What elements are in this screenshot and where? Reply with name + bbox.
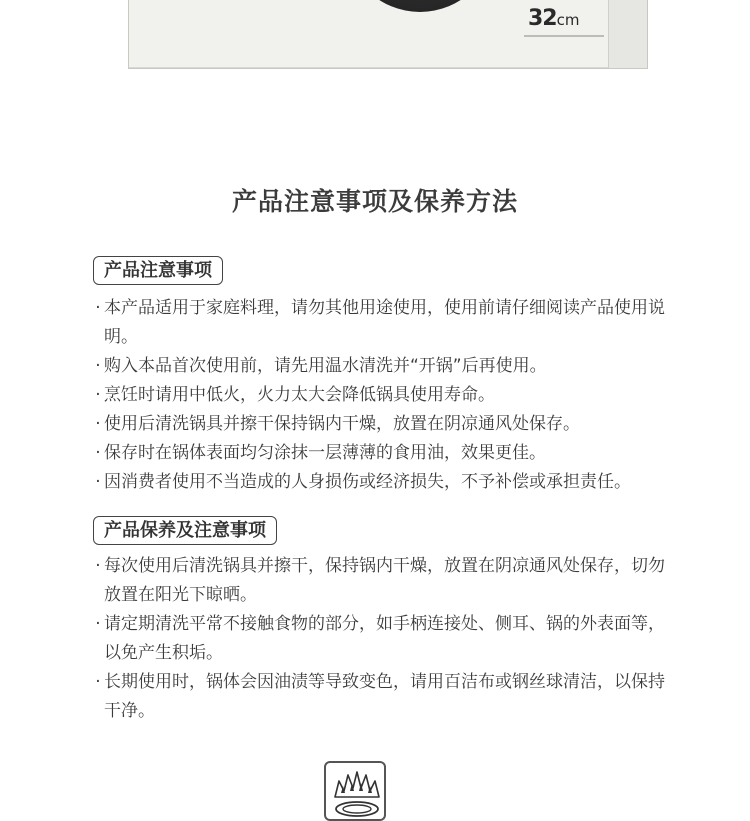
precautions-list xyxy=(93,294,673,497)
bullet-dot: · xyxy=(95,443,101,463)
list-item xyxy=(93,552,673,610)
section-label-precautions: 产品注意事项 xyxy=(93,256,223,285)
list-item-text: 烹饪时请用中低火，火力太大会降低锅具使用寿命。 xyxy=(104,385,495,405)
maintenance-list xyxy=(93,552,673,726)
bullet-dot: · xyxy=(95,472,101,492)
list-item-text: 请定期清洗平常不接触食物的部分，如手柄连接处、侧耳、锅的外表面等，以免产生积垢。 xyxy=(104,614,665,663)
wok-bottom-image xyxy=(345,0,495,12)
bullet-dot: · xyxy=(95,385,101,405)
list-item-text: 因消费者使用不当造成的人身损伤或经济损失，不予补偿或承担责任。 xyxy=(104,472,631,492)
list-item-text: 购入本品首次使用前，请先用温水清洗并“开锅”后再使用。 xyxy=(104,356,547,376)
bullet-dot: · xyxy=(95,672,101,692)
bullet-dot: · xyxy=(95,356,101,376)
list-item xyxy=(93,294,673,352)
size-number: 32 xyxy=(528,6,557,31)
flame-icon xyxy=(324,761,386,821)
section-label-maintenance: 产品保养及注意事项 xyxy=(93,516,277,545)
list-item xyxy=(93,668,673,726)
size-label xyxy=(528,8,579,30)
list-item xyxy=(93,468,673,497)
bullet-dot: · xyxy=(95,298,101,318)
product-box-image xyxy=(128,0,648,69)
box-side-panel xyxy=(608,0,647,68)
bullet-dot: · xyxy=(95,556,101,576)
list-item xyxy=(93,439,673,468)
bullet-dot: · xyxy=(95,614,101,634)
list-item-text: 使用后清洗锅具并擦干保持锅内干燥，放置在阴凉通风处保存。 xyxy=(104,414,580,434)
list-item xyxy=(93,352,673,381)
list-item xyxy=(93,610,673,668)
list-item-text: 保存时在锅体表面均匀涂抹一层薄薄的食用油，效果更佳。 xyxy=(104,443,546,463)
list-item-text: 每次使用后清洗锅具并擦干，保持锅内干燥，放置在阴凉通风处保存，切勿放置在阳光下晾晒。 xyxy=(104,556,665,605)
list-item-text: 本产品适用于家庭料理，请勿其他用途使用，使用前请仔细阅读产品使用说明。 xyxy=(104,298,665,347)
bullet-dot: · xyxy=(95,414,101,434)
list-item xyxy=(93,410,673,439)
page-title: 产品注意事项及保养方法 xyxy=(231,187,518,216)
list-item-text: 长期使用时，锅体会因油渍等导致变色，请用百洁布或钢丝球清洁，以保持干净。 xyxy=(104,672,665,721)
box-footnote-line xyxy=(524,35,604,37)
size-unit: cm xyxy=(556,11,580,29)
list-item xyxy=(93,381,673,410)
